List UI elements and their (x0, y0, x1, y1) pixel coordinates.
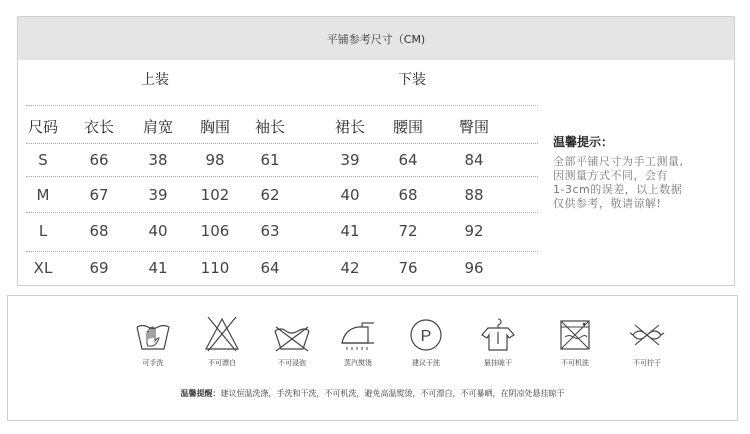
care-label: 不可机洗 (561, 359, 589, 367)
column-header: 裙长 (334, 118, 365, 136)
column-header: 衣长 (83, 118, 114, 136)
table-cell: S (38, 151, 48, 169)
table-cell: 40 (148, 222, 168, 240)
table-cell: 41 (340, 222, 360, 240)
no-bleach-icon (202, 313, 242, 355)
table-divider (26, 251, 538, 252)
table-cell: 96 (464, 259, 484, 277)
table-header-row (18, 113, 538, 141)
table-cell: L (38, 222, 48, 240)
table-cell: 39 (148, 186, 168, 204)
care-label: 蒸汽熨烫 (344, 359, 372, 367)
notice-body (553, 155, 728, 211)
notice-line: 因测量方式不同，会有 (553, 169, 668, 182)
care-item-no-machine-wash (542, 313, 608, 368)
care-note (8, 388, 737, 399)
table-cell: 76 (398, 259, 418, 277)
table-row (18, 146, 538, 174)
table-cell: 69 (89, 259, 109, 277)
care-item-no-wring (614, 313, 680, 368)
table-cell: 67 (89, 186, 109, 204)
care-item-dry-clean (393, 313, 459, 368)
table-row (18, 254, 538, 282)
table-divider (26, 212, 538, 213)
notice-line: 全部平铺尺寸为手工测量, (553, 155, 684, 168)
care-label: 不可浸泡 (278, 359, 306, 367)
table-cell: 72 (398, 222, 418, 240)
care-item-no-bleach (189, 313, 255, 368)
table-divider (26, 143, 538, 144)
table-cell: 84 (464, 151, 484, 169)
table-cell: 68 (89, 222, 109, 240)
care-item-hang-dry (465, 313, 531, 368)
table-cell: 106 (200, 222, 230, 240)
no-soak-icon (272, 313, 312, 355)
column-header: 腰围 (392, 118, 423, 136)
size-chart-panel (17, 16, 735, 286)
table-divider (26, 176, 538, 177)
table-cell: M (36, 186, 50, 204)
table-cell: 63 (260, 222, 280, 240)
size-chart-title: 平铺参考尺寸（CM) (18, 17, 734, 60)
table-cell: 102 (200, 186, 230, 204)
group-top-label: 上装 (141, 72, 169, 88)
notice-line: 1-3cm的误差，以上数据 (553, 183, 683, 196)
table-cell: XL (33, 259, 53, 277)
table-cell: 64 (260, 259, 280, 277)
care-item-no-soak (259, 313, 325, 368)
dry-clean-icon (406, 313, 446, 355)
table-cell: 61 (260, 151, 280, 169)
steam-iron-icon (338, 313, 378, 355)
table-cell: 64 (398, 151, 418, 169)
table-cell: 92 (464, 222, 484, 240)
table-cell: 110 (200, 259, 230, 277)
care-label: 悬挂晾干 (484, 359, 512, 367)
table-cell: 68 (398, 186, 418, 204)
care-note-label: 温馨提醒： (180, 389, 221, 398)
column-header: 胸围 (199, 118, 230, 136)
table-cell: 42 (340, 259, 360, 277)
column-header: 尺码 (27, 118, 58, 136)
care-label: 不可漂白 (208, 359, 236, 367)
notice-title: 温馨提示： (553, 135, 614, 149)
table-cell: 41 (148, 259, 168, 277)
care-item-steam-iron (325, 313, 391, 368)
table-cell: 39 (340, 151, 360, 169)
dry-clean-letter: P (420, 328, 432, 345)
care-label: 建议干洗 (412, 359, 440, 367)
care-label: 可手洗 (142, 359, 164, 367)
column-header: 臀围 (458, 118, 489, 136)
table-row (18, 181, 538, 209)
care-label: 不可拧干 (633, 359, 661, 367)
no-wring-icon (627, 313, 667, 355)
group-bottom-label: 下装 (398, 72, 426, 88)
table-cell: 66 (89, 151, 109, 169)
table-divider (26, 105, 538, 106)
table-cell: 40 (340, 186, 360, 204)
table-cell: 62 (260, 186, 280, 204)
notice-line: 仅供参考，敬请谅解! (553, 197, 662, 210)
table-cell: 88 (464, 186, 484, 204)
table-cell: 38 (148, 151, 168, 169)
column-header: 肩宽 (142, 118, 173, 136)
hand-wash-icon (133, 313, 173, 355)
care-note-text: 建议恒温洗涤，手洗和干洗，不可机洗，避免高温熨烫，不可漂白，不可暴晒，在阴凉处悬挂晾干 (220, 389, 565, 398)
table-cell: 98 (205, 151, 225, 169)
size-notice (553, 133, 728, 211)
care-item-hand-wash (120, 313, 186, 368)
care-instructions-panel (7, 295, 738, 421)
hang-dry-icon (478, 313, 518, 355)
no-machine-wash-icon (555, 313, 595, 355)
table-row (18, 217, 538, 245)
column-header: 袖长 (254, 118, 285, 136)
